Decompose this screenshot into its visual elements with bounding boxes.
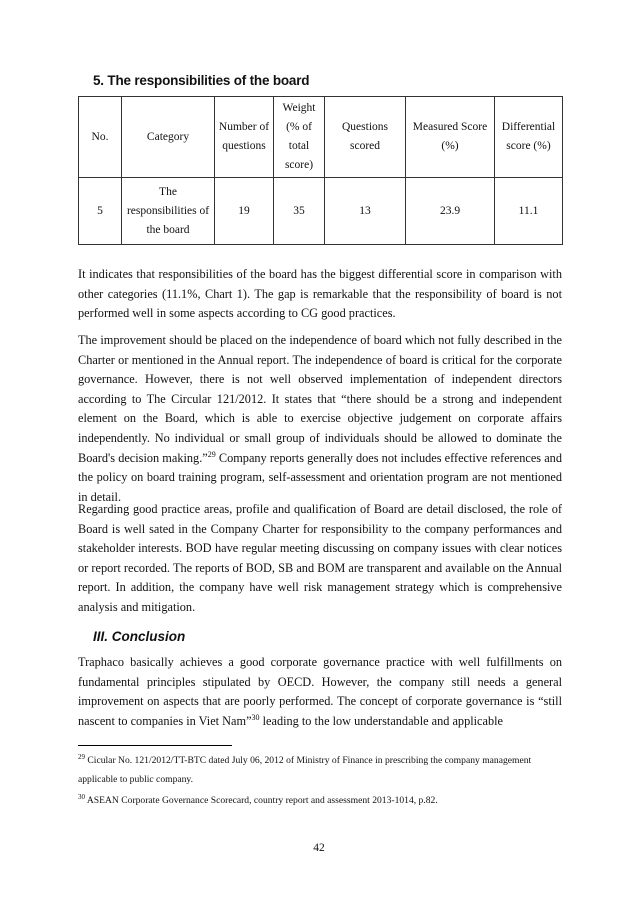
header-category: Category: [122, 97, 215, 178]
paragraph-conclusion: [78, 653, 562, 731]
header-number-of-questions: Number of questions: [215, 97, 274, 178]
footnote-30: [78, 791, 568, 810]
table-header-row: [79, 97, 563, 178]
paragraph-conclusion-tail: leading to the low understandable and applicable: [259, 713, 503, 728]
header-measured-score: Measured Score (%): [406, 97, 495, 178]
footnote-29: [78, 751, 568, 789]
cell-no: 5: [79, 178, 122, 245]
footnote-30-text: ASEAN Corporate Governance Scorecard, country report and assessment 2013-1014, p.82.: [85, 795, 438, 806]
footnote-ref-29: 29: [207, 449, 216, 459]
section-heading: 5. The responsibilities of the board: [93, 73, 310, 88]
paragraph-independence-text: The improvement should be placed on the independence of board which not fully described in the Charter or mentioned in the Annual report. The independence of board is critical for the corporate governance. However, there is not well observed implementation of independent directors according to The Circular 121/2012. It states that “there should be a strong and independent element on the Board, which is able to exercise objective judgement on corporate affairs independently. No individual or small group of individuals should be allowed to dominate the Board's decision making.”: [78, 333, 562, 465]
cell-questions-scored: 13: [325, 178, 406, 245]
header-differential-score: Differential score (%): [495, 97, 563, 178]
table-row: [79, 178, 563, 245]
paragraph-independence: [78, 331, 562, 507]
footnote-29-number: 29: [78, 752, 85, 761]
paragraph-good-practice: Regarding good practice areas, profile and qualification of Board are detail disclosed, the role of Board is well sated in the Company Charter for responsibility to the company performances and stakeholder interests. BOD have regular meeting discussing on company issues with clear notices or report recorded. The reports of BOD, SB and BOM are transparent and available on the Annual report. In addition, the company have well risk management strategy which is comprehensive analysis and mitigation.: [78, 502, 562, 614]
header-questions-scored: Questions scored: [325, 97, 406, 178]
cell-weight: 35: [274, 178, 325, 245]
header-weight: Weight (% of total score): [274, 97, 325, 178]
conclusion-heading: III. Conclusion: [93, 629, 186, 644]
footnote-30-number: 30: [78, 792, 85, 801]
footnote-ref-30: 30: [251, 712, 260, 722]
paragraph-differential: It indicates that responsibilities of the board has the biggest differential score in comparison with other categories (11.1%, Chart 1). The gap is remarkable that the responsibility of board is not performed well in some aspects according to CG good practices.: [78, 267, 562, 321]
cell-number-of-questions: 19: [215, 178, 274, 245]
header-no: No.: [79, 97, 122, 178]
paragraph-conclusion-text: Traphaco basically achieves a good corporate governance practice with well fulfillments on fundamental principles stipulated by OECD. However, the company still needs a general improvement on aspects that are poorly performed. The concept of corporate governance is “still nascent to companies in Viet Nam”: [78, 655, 562, 728]
cell-differential-score: 11.1: [495, 178, 563, 245]
footnote-29-text: Cicular No. 121/2012/TT-BTC dated July 06, 2012 of Ministry of Finance in prescribing the company management applicable to public company.: [78, 755, 532, 785]
paragraph-independence-tail: Company reports generally does not includes effective references and the policy on board training program, self-assessment and orientation program are not mentioned in detail.: [78, 450, 562, 504]
page-number: 42: [313, 842, 325, 854]
footnote-divider: [78, 745, 232, 746]
responsibilities-table: [78, 96, 563, 245]
cell-measured-score: 23.9: [406, 178, 495, 245]
cell-category: The responsibilities of the board: [122, 178, 215, 245]
